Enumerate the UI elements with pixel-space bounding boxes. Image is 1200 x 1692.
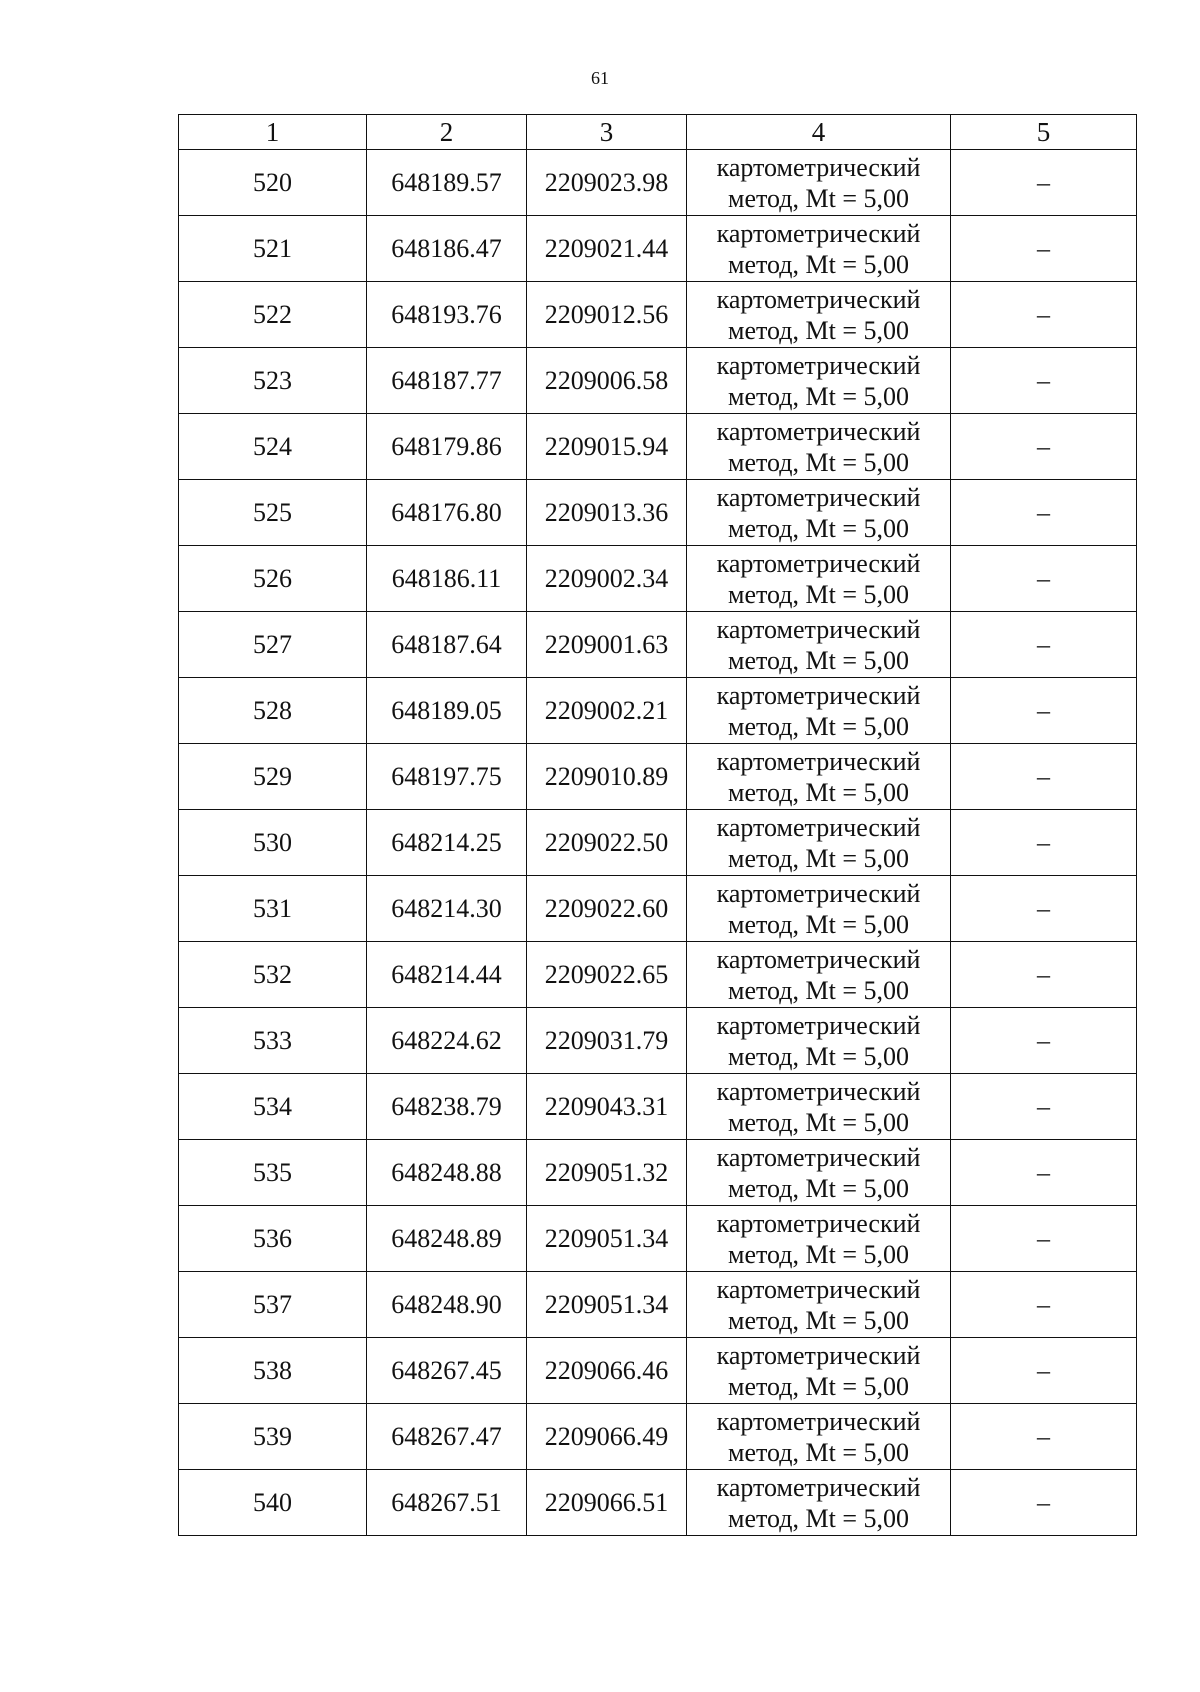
- y-coordinate-cell: 2209001.63: [527, 612, 687, 678]
- point-number-cell: 533: [179, 1008, 367, 1074]
- method-line-2: метод, Mt = 5,00: [728, 381, 909, 411]
- method-cell: [687, 1140, 951, 1206]
- method-cell: [687, 480, 951, 546]
- header-col-3: 3: [527, 115, 687, 150]
- table-row: [179, 150, 1137, 216]
- y-coordinate-cell: 2209051.32: [527, 1140, 687, 1206]
- header-col-4: 4: [687, 115, 951, 150]
- x-coordinate-cell: 648267.51: [367, 1470, 527, 1536]
- method-line-1: картометрический: [716, 1208, 921, 1238]
- x-coordinate-cell: 648187.64: [367, 612, 527, 678]
- table-row: [179, 678, 1137, 744]
- table-row: [179, 1140, 1137, 1206]
- table-row: [179, 216, 1137, 282]
- note-cell: –: [951, 414, 1137, 480]
- header-col-5: 5: [951, 115, 1137, 150]
- x-coordinate-cell: 648189.57: [367, 150, 527, 216]
- table-row: [179, 942, 1137, 1008]
- y-coordinate-cell: 2209043.31: [527, 1074, 687, 1140]
- table-row: [179, 810, 1137, 876]
- y-coordinate-cell: 2209051.34: [527, 1206, 687, 1272]
- point-number-cell: 522: [179, 282, 367, 348]
- table-row: [179, 1272, 1137, 1338]
- x-coordinate-cell: 648193.76: [367, 282, 527, 348]
- note-cell: –: [951, 678, 1137, 744]
- method-cell: [687, 1338, 951, 1404]
- header-col-2: 2: [367, 115, 527, 150]
- x-coordinate-cell: 648214.25: [367, 810, 527, 876]
- method-line-2: метод, Mt = 5,00: [728, 1437, 909, 1467]
- header-col-1: 1: [179, 115, 367, 150]
- method-line-2: метод, Mt = 5,00: [728, 1239, 909, 1269]
- point-number-cell: 540: [179, 1470, 367, 1536]
- method-line-1: картометрический: [716, 218, 921, 248]
- table-row: [179, 546, 1137, 612]
- method-cell: [687, 1404, 951, 1470]
- table-row: [179, 1074, 1137, 1140]
- method-line-2: метод, Mt = 5,00: [728, 1371, 909, 1401]
- note-cell: –: [951, 1404, 1137, 1470]
- x-coordinate-cell: 648214.30: [367, 876, 527, 942]
- x-coordinate-cell: 648186.11: [367, 546, 527, 612]
- table-row: [179, 1404, 1137, 1470]
- method-line-2: метод, Mt = 5,00: [728, 1173, 909, 1203]
- method-line-1: картометрический: [716, 680, 921, 710]
- note-cell: –: [951, 216, 1137, 282]
- note-cell: –: [951, 1470, 1137, 1536]
- method-line-2: метод, Mt = 5,00: [728, 1305, 909, 1335]
- x-coordinate-cell: 648189.05: [367, 678, 527, 744]
- point-number-cell: 537: [179, 1272, 367, 1338]
- y-coordinate-cell: 2209002.21: [527, 678, 687, 744]
- point-number-cell: 538: [179, 1338, 367, 1404]
- method-line-1: картометрический: [716, 284, 921, 314]
- y-coordinate-cell: 2209012.56: [527, 282, 687, 348]
- point-number-cell: 527: [179, 612, 367, 678]
- method-cell: [687, 216, 951, 282]
- point-number-cell: 520: [179, 150, 367, 216]
- method-cell: [687, 1272, 951, 1338]
- method-cell: [687, 1008, 951, 1074]
- method-line-2: метод, Mt = 5,00: [728, 711, 909, 741]
- page-number: 61: [591, 68, 609, 88]
- y-coordinate-cell: 2209006.58: [527, 348, 687, 414]
- note-cell: –: [951, 612, 1137, 678]
- method-cell: [687, 678, 951, 744]
- y-coordinate-cell: 2209066.51: [527, 1470, 687, 1536]
- note-cell: –: [951, 348, 1137, 414]
- method-line-2: метод, Mt = 5,00: [728, 579, 909, 609]
- table-row: [179, 282, 1137, 348]
- point-number-cell: 523: [179, 348, 367, 414]
- x-coordinate-cell: 648267.47: [367, 1404, 527, 1470]
- table-row: [179, 744, 1137, 810]
- point-number-cell: 526: [179, 546, 367, 612]
- method-cell: [687, 282, 951, 348]
- table-row: [179, 480, 1137, 546]
- table-row: [179, 1338, 1137, 1404]
- x-coordinate-cell: 648197.75: [367, 744, 527, 810]
- note-cell: –: [951, 1074, 1137, 1140]
- x-coordinate-cell: 648214.44: [367, 942, 527, 1008]
- x-coordinate-cell: 648187.77: [367, 348, 527, 414]
- point-number-cell: 524: [179, 414, 367, 480]
- point-number-cell: 530: [179, 810, 367, 876]
- x-coordinate-cell: 648179.86: [367, 414, 527, 480]
- table-body: [179, 150, 1137, 1536]
- method-cell: [687, 546, 951, 612]
- table-row: [179, 876, 1137, 942]
- note-cell: –: [951, 876, 1137, 942]
- method-line-1: картометрический: [716, 746, 921, 776]
- table-row: [179, 1008, 1137, 1074]
- point-number-cell: 521: [179, 216, 367, 282]
- note-cell: –: [951, 150, 1137, 216]
- x-coordinate-cell: 648248.88: [367, 1140, 527, 1206]
- x-coordinate-cell: 648224.62: [367, 1008, 527, 1074]
- x-coordinate-cell: 648176.80: [367, 480, 527, 546]
- y-coordinate-cell: 2209051.34: [527, 1272, 687, 1338]
- method-line-1: картометрический: [716, 1010, 921, 1040]
- method-line-2: метод, Mt = 5,00: [728, 249, 909, 279]
- method-cell: [687, 414, 951, 480]
- method-line-1: картометрический: [716, 878, 921, 908]
- note-cell: –: [951, 1272, 1137, 1338]
- method-cell: [687, 1206, 951, 1272]
- table-header-row: [179, 115, 1137, 150]
- point-number-cell: 535: [179, 1140, 367, 1206]
- x-coordinate-cell: 648238.79: [367, 1074, 527, 1140]
- method-line-2: метод, Mt = 5,00: [728, 975, 909, 1005]
- method-line-1: картометрический: [716, 1142, 921, 1172]
- method-line-1: картометрический: [716, 944, 921, 974]
- method-line-2: метод, Mt = 5,00: [728, 315, 909, 345]
- method-line-1: картометрический: [716, 1472, 921, 1502]
- method-cell: [687, 876, 951, 942]
- y-coordinate-cell: 2209002.34: [527, 546, 687, 612]
- table-row: [179, 1206, 1137, 1272]
- method-cell: [687, 810, 951, 876]
- method-line-1: картометрический: [716, 548, 921, 578]
- method-line-1: картометрический: [716, 812, 921, 842]
- table-row: [179, 414, 1137, 480]
- note-cell: –: [951, 942, 1137, 1008]
- method-line-1: картометрический: [716, 1076, 921, 1106]
- method-line-1: картометрический: [716, 614, 921, 644]
- y-coordinate-cell: 2209010.89: [527, 744, 687, 810]
- note-cell: –: [951, 1140, 1137, 1206]
- method-line-1: картометрический: [716, 1274, 921, 1304]
- y-coordinate-cell: 2209066.46: [527, 1338, 687, 1404]
- x-coordinate-cell: 648267.45: [367, 1338, 527, 1404]
- table-row: [179, 348, 1137, 414]
- method-line-2: метод, Mt = 5,00: [728, 777, 909, 807]
- method-line-2: метод, Mt = 5,00: [728, 645, 909, 675]
- y-coordinate-cell: 2209023.98: [527, 150, 687, 216]
- y-coordinate-cell: 2209013.36: [527, 480, 687, 546]
- method-line-2: метод, Mt = 5,00: [728, 1041, 909, 1071]
- point-number-cell: 528: [179, 678, 367, 744]
- note-cell: –: [951, 480, 1137, 546]
- method-line-2: метод, Mt = 5,00: [728, 909, 909, 939]
- method-line-2: метод, Mt = 5,00: [728, 183, 909, 213]
- method-cell: [687, 744, 951, 810]
- point-number-cell: 539: [179, 1404, 367, 1470]
- y-coordinate-cell: 2209021.44: [527, 216, 687, 282]
- note-cell: –: [951, 1206, 1137, 1272]
- table-row: [179, 1470, 1137, 1536]
- note-cell: –: [951, 1338, 1137, 1404]
- method-line-1: картометрический: [716, 1406, 921, 1436]
- method-line-2: метод, Mt = 5,00: [728, 513, 909, 543]
- method-cell: [687, 942, 951, 1008]
- method-line-1: картометрический: [716, 350, 921, 380]
- x-coordinate-cell: 648186.47: [367, 216, 527, 282]
- method-cell: [687, 1074, 951, 1140]
- note-cell: –: [951, 744, 1137, 810]
- method-line-2: метод, Mt = 5,00: [728, 447, 909, 477]
- point-number-cell: 525: [179, 480, 367, 546]
- method-line-1: картометрический: [716, 152, 921, 182]
- method-line-2: метод, Mt = 5,00: [728, 843, 909, 873]
- point-number-cell: 534: [179, 1074, 367, 1140]
- y-coordinate-cell: 2209031.79: [527, 1008, 687, 1074]
- note-cell: –: [951, 546, 1137, 612]
- method-cell: [687, 1470, 951, 1536]
- y-coordinate-cell: 2209022.50: [527, 810, 687, 876]
- x-coordinate-cell: 648248.90: [367, 1272, 527, 1338]
- method-cell: [687, 348, 951, 414]
- note-cell: –: [951, 810, 1137, 876]
- note-cell: –: [951, 1008, 1137, 1074]
- point-number-cell: 532: [179, 942, 367, 1008]
- method-line-1: картометрический: [716, 416, 921, 446]
- method-line-1: картометрический: [716, 1340, 921, 1370]
- point-number-cell: 531: [179, 876, 367, 942]
- point-number-cell: 529: [179, 744, 367, 810]
- y-coordinate-cell: 2209022.60: [527, 876, 687, 942]
- y-coordinate-cell: 2209015.94: [527, 414, 687, 480]
- x-coordinate-cell: 648248.89: [367, 1206, 527, 1272]
- method-cell: [687, 612, 951, 678]
- method-line-1: картометрический: [716, 482, 921, 512]
- point-number-cell: 536: [179, 1206, 367, 1272]
- method-line-2: метод, Mt = 5,00: [728, 1107, 909, 1137]
- table-row: [179, 612, 1137, 678]
- coordinates-table: [178, 114, 1137, 1536]
- note-cell: –: [951, 282, 1137, 348]
- y-coordinate-cell: 2209022.65: [527, 942, 687, 1008]
- y-coordinate-cell: 2209066.49: [527, 1404, 687, 1470]
- method-line-2: метод, Mt = 5,00: [728, 1503, 909, 1533]
- method-cell: [687, 150, 951, 216]
